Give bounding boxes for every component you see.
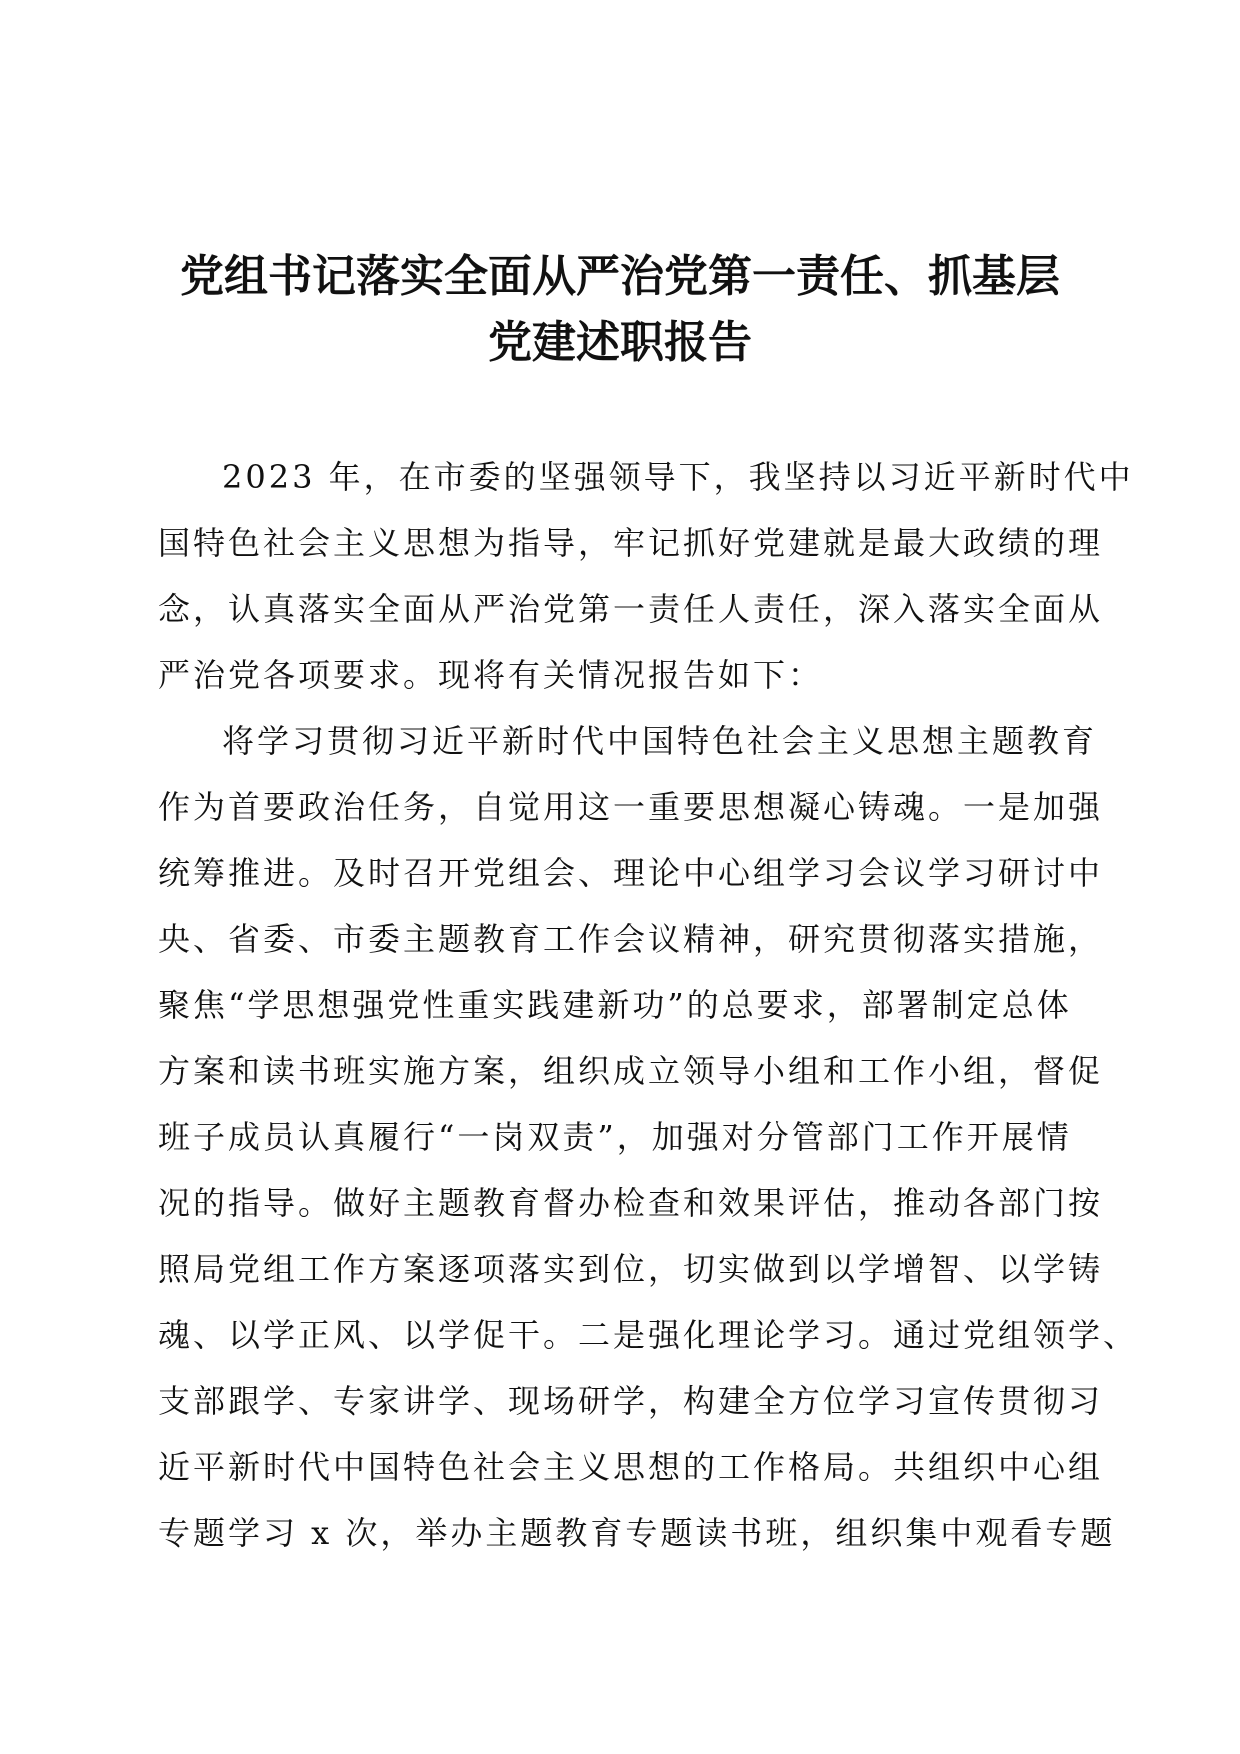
paragraph-2-line-2: 作为首要政治任务，自觉用这一重要思想凝心铸魂。一是加强 bbox=[158, 788, 1104, 826]
paragraph-2-line-7: 班子成员认真履行“一岗双责”，加强对分管部门工作开展情 bbox=[158, 1118, 1072, 1156]
paragraph-2-line-13: 专题学习 x 次，举办主题教育专题读书班，组织集中观看专题 bbox=[158, 1514, 1116, 1552]
paragraph-2-line-11: 支部跟学、专家讲学、现场研学，构建全方位学习宣传贯彻习 bbox=[158, 1382, 1104, 1420]
paragraph-2-line-1: 将学习贯彻习近平新时代中国特色社会主义思想主题教育 bbox=[222, 722, 1098, 760]
paragraph-2-line-12: 近平新时代中国特色社会主义思想的工作格局。共组织中心组 bbox=[158, 1448, 1104, 1486]
paragraph-2-line-6: 方案和读书班实施方案，组织成立领导小组和工作小组，督促 bbox=[158, 1052, 1104, 1090]
paragraph-2-line-3: 统筹推进。及时召开党组会、理论中心组学习会议学习研讨中 bbox=[158, 854, 1104, 892]
paragraph-1-line-1: 2023 年，在市委的坚强领导下，我坚持以习近平新时代中 bbox=[222, 458, 1134, 496]
paragraph-2-line-5: 聚焦“学思想强党性重实践建新功”的总要求，部署制定总体 bbox=[158, 986, 1072, 1024]
title-line-1: 党组书记落实全面从严治党第一责任、抓基层 bbox=[180, 251, 1060, 302]
paragraph-2-line-8: 况的指导。做好主题教育督办检查和效果评估，推动各部门按 bbox=[158, 1184, 1104, 1222]
title-line-2: 党建述职报告 bbox=[488, 317, 752, 368]
paragraph-2-line-4: 央、省委、市委主题教育工作会议精神，研究贯彻落实措施， bbox=[158, 920, 1104, 958]
paragraph-1-line-3: 念，认真落实全面从严治党第一责任人责任，深入落实全面从 bbox=[158, 590, 1104, 628]
document-body bbox=[158, 444, 1139, 1566]
paragraph-2-line-10: 魂、以学正风、以学促干。二是强化理论学习。通过党组领学、 bbox=[158, 1316, 1139, 1354]
paragraph-2-line-9: 照局党组工作方案逐项落实到位，切实做到以学增智、以学铸 bbox=[158, 1250, 1104, 1288]
document-title bbox=[140, 244, 1100, 376]
paragraph-1-line-4: 严治党各项要求。现将有关情况报告如下： bbox=[158, 656, 824, 694]
paragraph-1-line-2: 国特色社会主义思想为指导，牢记抓好党建就是最大政绩的理 bbox=[158, 524, 1104, 562]
